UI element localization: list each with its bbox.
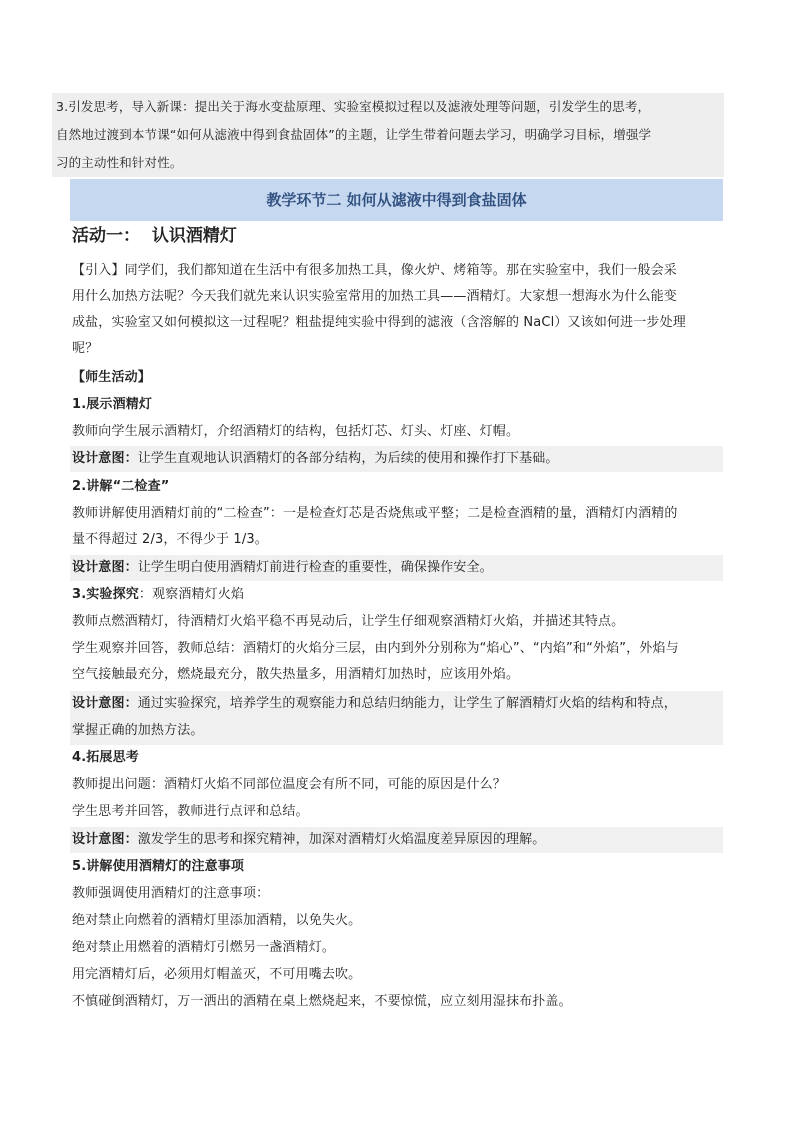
step-body-line: 绝对禁止向燃着的酒精灯里添加酒精，以免失火。 — [72, 913, 362, 928]
activity-title: 活动一： 认识酒精灯 — [72, 226, 237, 246]
step-heading: 1.展示酒精灯 — [72, 397, 153, 412]
design-intent-label: 设计意图： — [72, 832, 138, 847]
section-title-bar: 教学环节二 如何从滤液中得到食盐固体 — [70, 179, 723, 221]
intro-paragraph-box — [52, 93, 724, 177]
activity-label: 【师生活动】 — [72, 370, 151, 385]
design-intent-label: 设计意图： — [72, 560, 138, 575]
design-intent — [72, 827, 545, 853]
step-heading: 5.讲解使用酒精灯的注意事项 — [72, 859, 245, 874]
intro-line: 3.引发思考，导入新课：提出关于海水变盐原理、实验室模拟过程以及滤液处理等问题，引发学生的思考， — [56, 99, 651, 114]
step-body-line: 空气接触最充分，燃烧最充分，散失热量多，用酒精灯加热时，应该用外焰。 — [72, 667, 520, 682]
step-body-line: 学生观察并回答，教师总结：酒精灯的火焰分三层，由内到外分别称为“焰心”、“内焰”和“外焰”，外焰与 — [72, 641, 679, 656]
intro-line: 自然地过渡到本节课“如何从滤液中得到食盐固体”的主题，让学生带着问题去学习，明确学习目标，增强学 — [56, 127, 652, 142]
design-intent-text: 通过实验探究，培养学生的观察能力和总结归纳能力，让学生了解酒精灯火焰的结构和特点， — [137, 696, 677, 711]
opening-line: 成盐，实验室又如何模拟这一过程呢？粗盐提纯实验中得到的滤液（含溶解的 NaCl）又该如何进一步处理 — [72, 315, 686, 330]
opening-line: 用什么加热方法呢？今天我们就先来认识实验室常用的加热工具——酒精灯。大家想一想海水为什么能变 — [72, 289, 677, 304]
design-intent-label: 设计意图： — [72, 696, 138, 711]
step-body-line: 教师点燃酒精灯，待酒精灯火焰平稳不再晃动后，让学生仔细观察酒精灯火焰，并描述其特点。 — [72, 614, 625, 629]
step-body-line: 绝对禁止用燃着的酒精灯引燃另一盏酒精灯。 — [72, 940, 336, 955]
step-heading — [72, 582, 244, 608]
step-heading-rest: ：观察酒精灯火焰 — [138, 587, 245, 602]
design-intent-text: 激发学生的思考和探究精神，加深对酒精灯火焰温度差异原因的理解。 — [137, 832, 546, 847]
design-intent — [72, 446, 559, 472]
step-body-line: 教师向学生展示酒精灯，介绍酒精灯的结构，包括灯芯、灯头、灯座、灯帽。 — [72, 424, 520, 439]
step-body-line: 量不得超过 2/3，不得少于 1/3。 — [72, 532, 268, 547]
step-body-line: 教师提出问题：酒精灯火焰不同部位温度会有所不同，可能的原因是什么？ — [72, 777, 506, 792]
design-intent-text: 让学生直观地认识酒精灯的各部分结构，为后续的使用和操作打下基础。 — [137, 451, 559, 466]
step-body-line: 学生思考并回答，教师进行点评和总结。 — [72, 804, 309, 819]
intro-line: 习的主动性和针对性。 — [56, 155, 183, 170]
opening-line: 呢？ — [72, 341, 99, 356]
step-body-line: 教师强调使用酒精灯的注意事项： — [72, 886, 270, 901]
design-intent-text: 让学生明白使用酒精灯前进行检查的重要性，确保操作安全。 — [137, 560, 493, 575]
design-intent-label: 设计意图： — [72, 451, 138, 466]
step-body-line: 教师讲解使用酒精灯前的“二检查”：一是检查灯芯是否烧焦或平整；二是检查酒精的量，酒精灯内酒精的 — [72, 506, 678, 521]
step-body-line: 用完酒精灯后，必须用灯帽盖灭，不可用嘴去吹。 — [72, 967, 362, 982]
opening-line: 【引入】同学们，我们都知道在生活中有很多加热工具，像火炉、烤箱等。那在实验室中，我们一般会采 — [72, 263, 677, 278]
step-heading: 2.讲解“二检查” — [72, 479, 170, 494]
design-intent-text: 掌握正确的加热方法。 — [72, 723, 204, 738]
step-heading: 4.拓展思考 — [72, 750, 139, 765]
step-body-line: 不慎碰倒酒精灯，万一洒出的酒精在桌上燃烧起来，不要惊慌，应立刻用湿抹布扑盖。 — [72, 994, 572, 1009]
step-heading-bold: 3.实验探究 — [72, 587, 139, 602]
design-intent — [72, 555, 493, 581]
design-intent — [72, 691, 677, 717]
